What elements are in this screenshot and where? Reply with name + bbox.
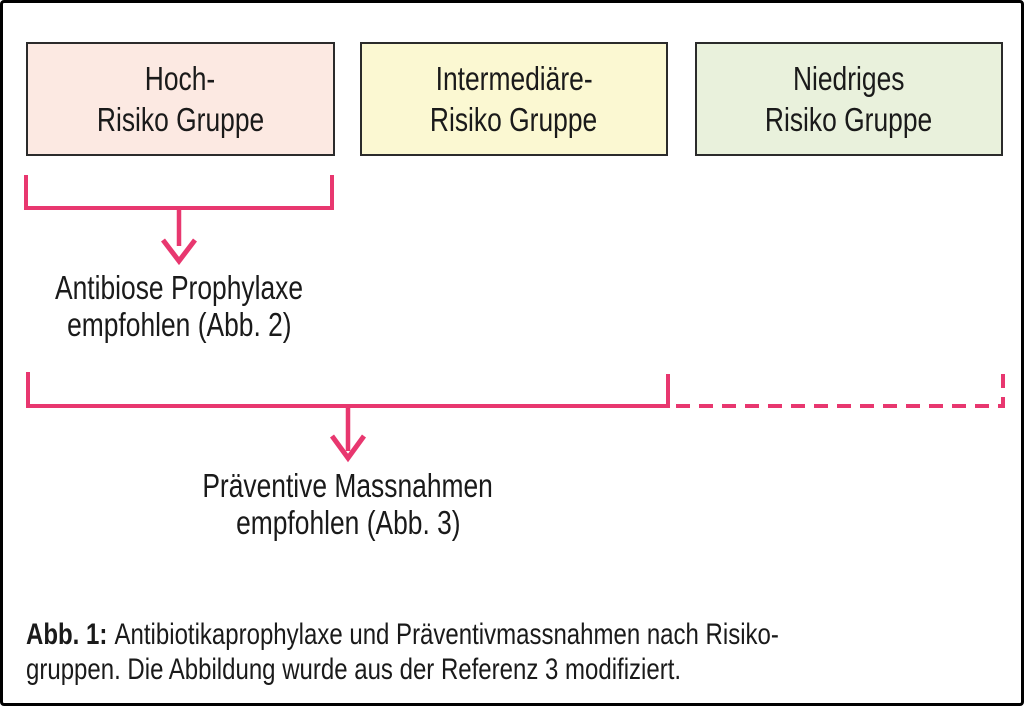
risk-box-intermediate-label-2: Risiko Gruppe (430, 101, 598, 138)
all-groups-bracket-solid (28, 372, 668, 406)
high-risk-arrowhead-icon (163, 240, 195, 261)
risk-box-intermediate-line1 (416, 58, 612, 99)
figure-caption (26, 617, 1018, 687)
annotation-preventive-measures (148, 467, 548, 541)
caption-line2 (26, 652, 1018, 687)
caption-text-2: gruppen. Die Abbildung wurde aus der Referenz 3 modifiziert. (26, 653, 682, 686)
annotation-preventive-text-1: Präventive Massnahmen (202, 467, 494, 504)
caption-label: Abb. 1: (26, 618, 108, 651)
risk-box-high-label-2: Risiko Gruppe (96, 101, 265, 138)
annotation-preventive-text-2: empfohlen (Abb. 3) (235, 504, 461, 541)
prevention-arrowhead-icon (332, 436, 364, 458)
risk-box-low (695, 42, 1003, 156)
annotation-antibiotic-line1 (19, 269, 339, 306)
annotation-preventive-line2 (148, 504, 548, 541)
risk-box-high (26, 42, 335, 156)
risk-box-intermediate-label-1: Intermediäre- (435, 60, 593, 97)
caption-text-1: Antibiotikaprophylaxe und Präventivmassnahmen nach Risiko- (114, 618, 779, 651)
risk-box-high-line1 (136, 58, 224, 99)
annotation-antibiotic-text-1: Antibiose Prophylaxe (54, 269, 304, 306)
risk-box-low-line1 (779, 58, 918, 99)
risk-box-high-line2 (76, 99, 285, 140)
annotation-antibiotic-line2 (19, 306, 339, 343)
risk-box-low-label-2: Risiko Gruppe (765, 101, 933, 138)
risk-box-high-label-1: Hoch- (145, 60, 216, 97)
annotation-preventive-line1 (148, 467, 548, 504)
annotation-antibiotic-prophylaxis (19, 269, 339, 343)
annotation-antibiotic-text-2: empfohlen (Abb. 2) (66, 306, 292, 343)
risk-box-low-line2 (744, 99, 953, 140)
low-risk-bracket-dashed (676, 373, 1003, 406)
risk-box-intermediate (360, 42, 668, 156)
high-risk-bracket (26, 175, 332, 208)
risk-box-low-label-1: Niedriges (793, 60, 905, 97)
caption-line1 (26, 617, 1018, 652)
risk-box-intermediate-line2 (409, 99, 618, 140)
